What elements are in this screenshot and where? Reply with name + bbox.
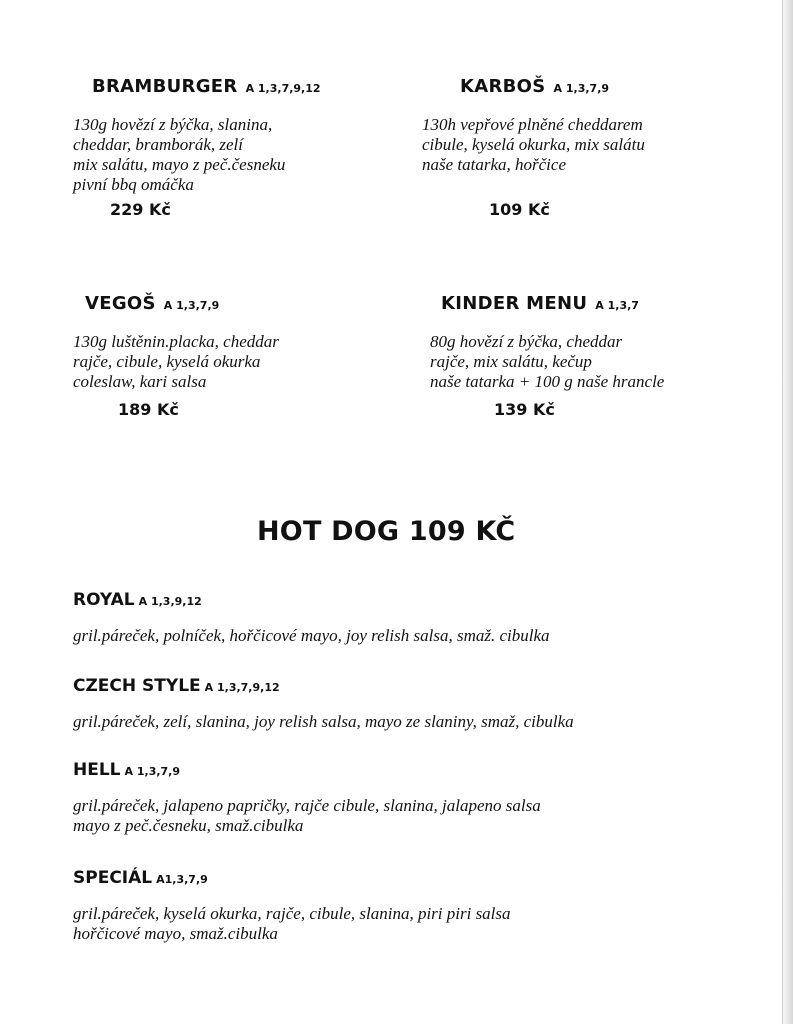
item-title-row bbox=[73, 868, 511, 888]
description-line: gril.páreček, kyselá okurka, rajče, cibule, slanina, piri piri salsa bbox=[73, 904, 511, 923]
item-name: HELL bbox=[73, 760, 121, 780]
item-name: SPECIÁL bbox=[73, 868, 153, 888]
item-name: ROYAL bbox=[73, 590, 135, 610]
menu-item-kinder-menu bbox=[430, 293, 664, 392]
item-title-row bbox=[73, 76, 321, 97]
item-description bbox=[430, 332, 664, 392]
item-title-row bbox=[73, 293, 279, 314]
item-allergens: A 1,3,7,9,12 bbox=[204, 681, 280, 694]
item-allergens: A 1,3,9,12 bbox=[138, 595, 202, 608]
description-line: 130g hovězí z býčka, slanina, bbox=[73, 115, 273, 134]
item-title-row bbox=[422, 76, 645, 97]
description-line: naše tatarka + 100 g naše hrancle bbox=[430, 372, 665, 391]
item-allergens: A 1,3,7,9 bbox=[553, 82, 610, 95]
description-line: hořčicové mayo, smaž.cibulka bbox=[73, 924, 278, 943]
item-price: 139 Kč bbox=[494, 400, 555, 419]
description-line: naše tatarka, hořčice bbox=[422, 155, 566, 174]
description-line: pivní bbq omáčka bbox=[73, 175, 194, 194]
description-line: cheddar, bramborák, zelí bbox=[73, 135, 243, 154]
item-allergens: A 1,3,7,9 bbox=[163, 299, 220, 312]
description-line: mix salátu, mayo z peč.česneku bbox=[73, 155, 286, 174]
item-allergens: A1,3,7,9 bbox=[156, 873, 208, 886]
item-title-row bbox=[73, 590, 550, 610]
item-price: 109 Kč bbox=[489, 200, 550, 219]
description-line: gril.páreček, polníček, hořčicové mayo, joy relish salsa, smaž. cibulka bbox=[73, 626, 550, 645]
item-allergens: A 1,3,7 bbox=[595, 299, 639, 312]
menu-item-karbos bbox=[422, 76, 645, 175]
item-title-row bbox=[73, 676, 574, 696]
description-line: mayo z peč.česneku, smaž.cibulka bbox=[73, 816, 304, 835]
description-line: rajče, cibule, kyselá okurka bbox=[73, 352, 261, 371]
item-price: 229 Kč bbox=[110, 200, 171, 219]
item-description bbox=[422, 115, 645, 175]
item-name: BRAMBURGER bbox=[92, 76, 238, 97]
description-line: coleslaw, kari salsa bbox=[73, 372, 207, 391]
item-description bbox=[73, 115, 321, 195]
item-price: 189 Kč bbox=[118, 400, 179, 419]
item-title-row bbox=[430, 293, 664, 314]
description-line: cibule, kyselá okurka, mix salátu bbox=[422, 135, 645, 154]
hotdog-section-title: HOT DOG 109 KČ bbox=[257, 516, 516, 547]
menu-item-czech-style bbox=[73, 676, 574, 732]
item-description bbox=[73, 904, 511, 944]
item-name: CZECH STYLE bbox=[73, 676, 201, 696]
description-line: 130h vepřové plněné cheddarem bbox=[422, 115, 643, 134]
item-title-row bbox=[73, 760, 541, 780]
item-allergens: A 1,3,7,9 bbox=[124, 765, 181, 778]
item-name: KARBOŠ bbox=[460, 76, 546, 97]
description-line: 80g hovězí z býčka, cheddar bbox=[430, 332, 623, 351]
menu-item-bramburger bbox=[73, 76, 321, 195]
menu-item-vegos bbox=[73, 293, 279, 392]
item-description bbox=[73, 332, 279, 392]
menu-item-royal bbox=[73, 590, 550, 646]
item-name: KINDER MENU bbox=[441, 293, 588, 314]
item-allergens: A 1,3,7,9,12 bbox=[245, 82, 321, 95]
page-edge-shadow bbox=[782, 0, 793, 1024]
description-line: gril.páreček, jalapeno papričky, rajče cibule, slanina, jalapeno salsa bbox=[73, 796, 541, 815]
item-description bbox=[73, 712, 574, 732]
menu-item-special bbox=[73, 868, 511, 944]
menu-item-hell bbox=[73, 760, 541, 836]
item-description bbox=[73, 796, 541, 836]
description-line: 130g luštěnin.placka, cheddar bbox=[73, 332, 279, 351]
item-description bbox=[73, 626, 550, 646]
description-line: rajče, mix salátu, kečup bbox=[430, 352, 592, 371]
description-line: gril.páreček, zelí, slanina, joy relish salsa, mayo ze slaniny, smaž, cibulka bbox=[73, 712, 574, 731]
item-name: VEGOŠ bbox=[85, 293, 156, 314]
